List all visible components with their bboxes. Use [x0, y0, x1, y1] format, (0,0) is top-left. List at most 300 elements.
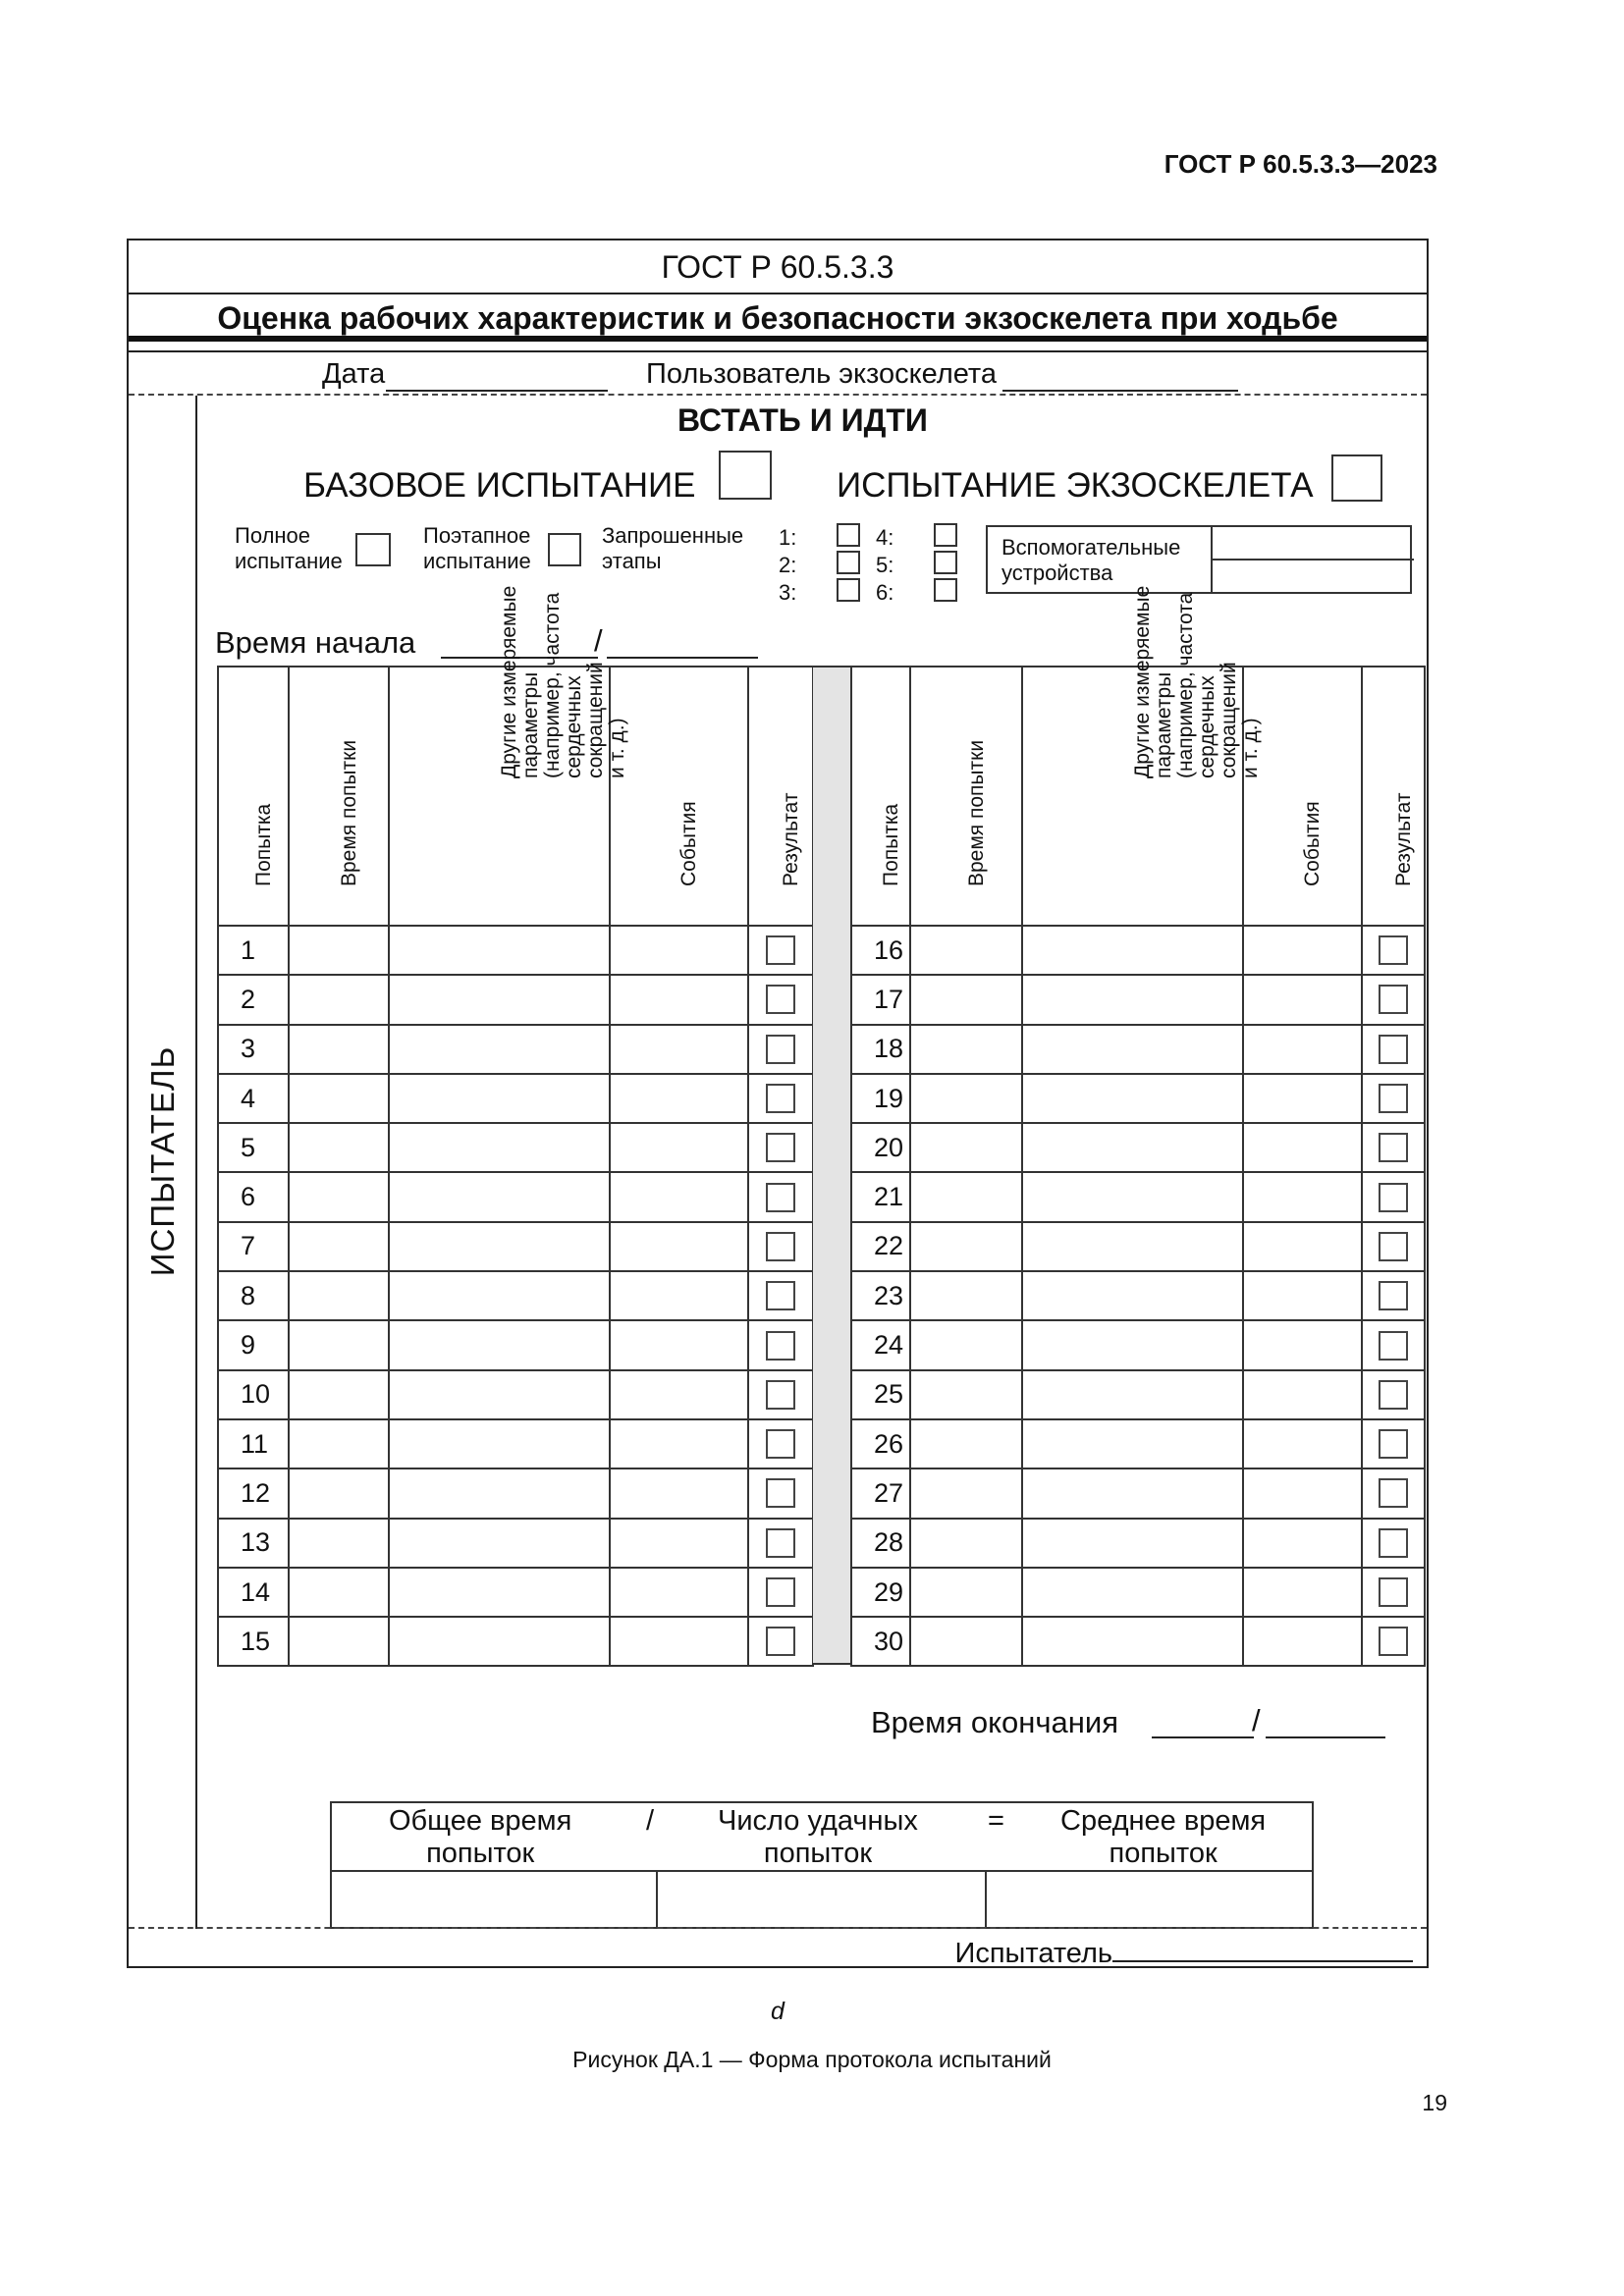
user-label: Пользователь экзоскелета — [646, 358, 998, 390]
result-cell — [1362, 1074, 1425, 1123]
attempt-time-cell[interactable] — [910, 975, 1022, 1024]
col-attempt-time: Время попытки — [337, 739, 360, 886]
exo-test-checkbox[interactable] — [1331, 454, 1382, 502]
figure-caption: Рисунок ДА.1 — Форма протокола испытаний — [572, 2047, 1052, 2072]
events-cell[interactable] — [610, 1172, 748, 1221]
result-checkbox[interactable] — [766, 1331, 795, 1361]
attempt-time-cell[interactable] — [910, 1320, 1022, 1369]
stage-1-label: 1: — [779, 525, 797, 550]
table-row — [218, 1074, 813, 1123]
other-params-cell[interactable] — [389, 975, 610, 1024]
col-events: События — [1301, 801, 1325, 886]
attempt-time-cell[interactable] — [289, 1172, 389, 1221]
table-row — [851, 1172, 1425, 1221]
other-params-cell[interactable] — [389, 1320, 610, 1369]
events-cell[interactable] — [610, 1271, 748, 1320]
events-cell[interactable] — [610, 1519, 748, 1568]
result-cell — [748, 1468, 813, 1518]
other-params-cell[interactable] — [1022, 1074, 1243, 1123]
caption-letter: d — [771, 1998, 785, 2025]
attempt-time-cell[interactable] — [289, 1519, 389, 1568]
result-checkbox[interactable] — [766, 1380, 795, 1410]
other-params-cell[interactable] — [1022, 1370, 1243, 1419]
stage-4-label: 4: — [876, 525, 894, 550]
summary-divide: / — [646, 1805, 655, 1837]
other-params-cell[interactable] — [389, 1222, 610, 1271]
attempt-time-cell[interactable] — [910, 1025, 1022, 1074]
attempt-number: 13 — [218, 1519, 289, 1568]
result-checkbox[interactable] — [766, 1183, 795, 1212]
attempt-number: 26 — [851, 1419, 910, 1468]
date-label: Дата — [322, 358, 386, 390]
attempt-number: 1 — [218, 926, 289, 975]
result-cell — [748, 975, 813, 1024]
events-cell[interactable] — [610, 1074, 748, 1123]
start-time-label: Время начала — [215, 625, 416, 660]
col-other-line-4: сердечных — [1196, 675, 1219, 778]
table-header-row — [851, 667, 1425, 926]
attempt-number: 16 — [851, 926, 910, 975]
stage-5-label: 5: — [876, 553, 894, 577]
other-params-cell[interactable] — [1022, 1123, 1243, 1172]
other-params-cell[interactable] — [1022, 1419, 1243, 1468]
attempt-time-cell[interactable] — [910, 1222, 1022, 1271]
other-params-cell[interactable] — [389, 1123, 610, 1172]
result-checkbox[interactable] — [1379, 1331, 1408, 1361]
result-checkbox[interactable] — [1379, 1478, 1408, 1508]
summary-total-field[interactable] — [331, 1871, 657, 1928]
summary-table — [330, 1801, 1314, 1929]
attempt-time-cell[interactable] — [910, 1370, 1022, 1419]
attempt-time-cell[interactable] — [910, 1172, 1022, 1221]
result-checkbox[interactable] — [1379, 1133, 1408, 1162]
aux-devices-line-1: Вспомогательные — [1001, 535, 1181, 560]
events-cell[interactable] — [1243, 926, 1363, 975]
events-cell[interactable] — [610, 1025, 748, 1074]
result-checkbox[interactable] — [1379, 1232, 1408, 1261]
result-checkbox[interactable] — [766, 1627, 795, 1656]
table-row — [851, 1271, 1425, 1320]
page-header: ГОСТ Р 60.5.3.3—2023 — [1164, 149, 1437, 179]
col-other-line-2: параметры — [519, 671, 543, 778]
events-cell[interactable] — [1243, 1074, 1363, 1123]
full-test-label — [235, 523, 343, 574]
result-checkbox[interactable] — [1379, 1084, 1408, 1113]
stage-5-checkbox[interactable] — [934, 551, 957, 574]
events-cell[interactable] — [1243, 1568, 1363, 1617]
result-checkbox[interactable] — [1379, 1429, 1408, 1459]
tester-label: Испытатель — [954, 1938, 1112, 1969]
table-row — [218, 1519, 813, 1568]
attempt-number: 19 — [851, 1074, 910, 1123]
col-other-line-6: и т. д.) — [606, 718, 629, 778]
other-params-cell[interactable] — [1022, 975, 1243, 1024]
full-test-checkbox[interactable] — [355, 533, 391, 566]
result-checkbox[interactable] — [1379, 1577, 1408, 1607]
table-row — [218, 1617, 813, 1666]
requested-stages-label — [602, 523, 743, 574]
table-header-row — [218, 667, 813, 926]
tester-field[interactable] — [1112, 1935, 1413, 1962]
other-params-cell[interactable] — [1022, 1320, 1243, 1369]
table-row — [851, 1320, 1425, 1369]
other-params-cell[interactable] — [389, 1271, 610, 1320]
events-cell[interactable] — [610, 1419, 748, 1468]
table-row — [218, 975, 813, 1024]
col-other-line-3: (например, частота — [541, 592, 565, 778]
attempt-number: 25 — [851, 1370, 910, 1419]
result-checkbox[interactable] — [1379, 1380, 1408, 1410]
result-cell — [748, 1123, 813, 1172]
other-params-cell[interactable] — [1022, 926, 1243, 975]
result-cell — [1362, 1568, 1425, 1617]
base-test-checkbox[interactable] — [719, 451, 772, 500]
user-field[interactable] — [1002, 360, 1238, 392]
events-cell[interactable] — [1243, 1468, 1363, 1518]
table-row — [218, 1172, 813, 1221]
summary-total — [389, 1805, 571, 1870]
col-other-line-1: Другие измеряемые — [1131, 585, 1155, 778]
result-checkbox[interactable] — [766, 1281, 795, 1310]
attempt-time-cell[interactable] — [289, 1074, 389, 1123]
staged-test-line-1: Поэтапное — [423, 523, 531, 548]
attempt-time-cell[interactable] — [910, 1519, 1022, 1568]
attempt-number: 21 — [851, 1172, 910, 1221]
result-cell — [748, 1419, 813, 1468]
result-checkbox[interactable] — [766, 1035, 795, 1064]
result-cell — [748, 1519, 813, 1568]
table-row — [851, 1222, 1425, 1271]
events-cell[interactable] — [1243, 1370, 1363, 1419]
attempt-number: 5 — [218, 1123, 289, 1172]
start-time-separator: / — [594, 623, 603, 658]
table-row — [851, 1468, 1425, 1518]
attempt-time-cell[interactable] — [289, 1568, 389, 1617]
other-params-cell[interactable] — [1022, 1617, 1243, 1666]
result-cell — [748, 926, 813, 975]
events-cell[interactable] — [610, 1370, 748, 1419]
table-row — [218, 1568, 813, 1617]
attempt-number: 12 — [218, 1468, 289, 1518]
summary-average-field[interactable] — [986, 1871, 1313, 1928]
stage-6-label: 6: — [876, 580, 894, 605]
attempt-time-cell[interactable] — [289, 1025, 389, 1074]
other-params-cell[interactable] — [1022, 1222, 1243, 1271]
form-title: Оценка рабочих характеристик и безопасности экзоскелета при ходьбе — [129, 294, 1427, 342]
side-label: ИСПЫТАТЕЛЬ — [144, 1045, 181, 1277]
end-time-field-2[interactable] — [1266, 1707, 1385, 1738]
result-checkbox[interactable] — [1379, 1627, 1408, 1656]
col-events: События — [677, 801, 701, 886]
stage-3-checkbox[interactable] — [837, 578, 860, 602]
other-params-cell[interactable] — [389, 1074, 610, 1123]
attempt-number: 23 — [851, 1271, 910, 1320]
events-cell[interactable] — [1243, 1271, 1363, 1320]
attempt-number: 17 — [851, 975, 910, 1024]
aux-devices-label — [1001, 535, 1180, 586]
attempt-time-cell[interactable] — [289, 926, 389, 975]
attempt-time-cell[interactable] — [289, 1320, 389, 1369]
result-checkbox[interactable] — [1379, 1281, 1408, 1310]
attempt-time-cell[interactable] — [289, 1370, 389, 1419]
col-other-line-2: параметры — [1153, 671, 1176, 778]
attempt-number: 11 — [218, 1419, 289, 1468]
table-row — [218, 1370, 813, 1419]
page-number: 19 — [1422, 2090, 1447, 2115]
requested-line-2: этапы — [602, 549, 662, 573]
events-cell[interactable] — [1243, 1519, 1363, 1568]
attempt-time-cell[interactable] — [910, 1568, 1022, 1617]
events-cell[interactable] — [1243, 1025, 1363, 1074]
base-test-label: БАЗОВОЕ ИСПЫТАНИЕ — [303, 466, 696, 505]
full-test-line-2: испытание — [235, 549, 343, 573]
result-cell — [1362, 926, 1425, 975]
attempt-number: 10 — [218, 1370, 289, 1419]
col-attempt: Попытка — [251, 803, 275, 886]
result-cell — [748, 1172, 813, 1221]
aux-devices-line-2: устройства — [1001, 561, 1113, 585]
events-cell[interactable] — [610, 926, 748, 975]
events-cell[interactable] — [1243, 1617, 1363, 1666]
attempt-number: 20 — [851, 1123, 910, 1172]
result-cell — [1362, 1519, 1425, 1568]
attempt-time-cell[interactable] — [289, 1468, 389, 1518]
attempt-time-cell[interactable] — [910, 1419, 1022, 1468]
result-cell — [1362, 1222, 1425, 1271]
events-cell[interactable] — [610, 1222, 748, 1271]
end-time-field-1[interactable] — [1152, 1707, 1254, 1738]
other-params-cell[interactable] — [389, 1468, 610, 1518]
table-row — [218, 1468, 813, 1518]
col-attempt: Попытка — [879, 803, 902, 886]
result-cell — [1362, 1172, 1425, 1221]
attempt-time-cell[interactable] — [289, 1617, 389, 1666]
table-row — [218, 926, 813, 975]
end-time-separator: / — [1252, 1703, 1261, 1737]
result-cell — [1362, 1320, 1425, 1369]
attempt-number: 28 — [851, 1519, 910, 1568]
other-params-cell[interactable] — [1022, 1271, 1243, 1320]
stage-2-checkbox[interactable] — [837, 551, 860, 574]
summary-header — [331, 1802, 1313, 1871]
col-other-params — [499, 586, 628, 778]
events-cell[interactable] — [1243, 1123, 1363, 1172]
col-result: Результат — [780, 792, 803, 886]
attempt-time-cell[interactable] — [289, 1271, 389, 1320]
table-row — [218, 1320, 813, 1369]
staged-test-line-2: испытание — [423, 549, 531, 573]
col-attempt-time: Время попытки — [964, 739, 988, 886]
attempt-time-cell[interactable] — [289, 975, 389, 1024]
table-row — [851, 1617, 1425, 1666]
attempt-number: 22 — [851, 1222, 910, 1271]
events-cell[interactable] — [1243, 1320, 1363, 1369]
other-params-cell[interactable] — [389, 1025, 610, 1074]
col-other-line-3: (например, частота — [1174, 592, 1198, 778]
requested-line-1: Запрошенные — [602, 523, 744, 548]
result-checkbox[interactable] — [766, 1232, 795, 1261]
attempt-time-cell[interactable] — [910, 1468, 1022, 1518]
summary-success-field[interactable] — [657, 1871, 985, 1928]
table-row — [851, 1519, 1425, 1568]
date-field[interactable] — [386, 360, 608, 392]
stage-3-label: 3: — [779, 580, 797, 605]
other-params-cell[interactable] — [389, 1519, 610, 1568]
table-row — [851, 1123, 1425, 1172]
summary-total-line-1: Общее время — [389, 1805, 572, 1837]
result-checkbox[interactable] — [766, 935, 795, 965]
other-params-cell[interactable] — [389, 1370, 610, 1419]
result-checkbox[interactable] — [766, 1133, 795, 1162]
table-row — [218, 1419, 813, 1468]
attempt-time-cell[interactable] — [910, 926, 1022, 975]
summary-average-line-2: попыток — [1109, 1838, 1218, 1869]
other-params-cell[interactable] — [1022, 1025, 1243, 1074]
result-cell — [748, 1370, 813, 1419]
standard-number: ГОСТ Р 60.5.3.3 — [129, 240, 1427, 294]
summary-success-line-1: Число удачных — [718, 1805, 918, 1837]
other-params-cell[interactable] — [1022, 1568, 1243, 1617]
col-other-params — [1132, 586, 1262, 778]
summary-success-line-2: попыток — [763, 1838, 873, 1869]
events-cell[interactable] — [610, 1123, 748, 1172]
attempt-number: 3 — [218, 1025, 289, 1074]
attempt-time-cell[interactable] — [910, 1123, 1022, 1172]
table-row — [218, 1025, 813, 1074]
result-cell — [1362, 1370, 1425, 1419]
result-cell — [1362, 1123, 1425, 1172]
result-cell — [748, 1222, 813, 1271]
attempt-number: 30 — [851, 1617, 910, 1666]
summary-success — [718, 1805, 918, 1870]
result-checkbox[interactable] — [766, 1528, 795, 1558]
other-params-cell[interactable] — [389, 1617, 610, 1666]
staged-test-label — [423, 523, 531, 574]
table-row — [851, 1419, 1425, 1468]
result-checkbox[interactable] — [1379, 1035, 1408, 1064]
result-checkbox[interactable] — [766, 1429, 795, 1459]
staged-test-checkbox[interactable] — [548, 533, 581, 566]
table-row — [851, 1370, 1425, 1419]
attempt-number: 6 — [218, 1172, 289, 1221]
result-checkbox[interactable] — [766, 985, 795, 1014]
result-checkbox[interactable] — [1379, 935, 1408, 965]
result-cell — [748, 1074, 813, 1123]
col-other-line-4: сердечных — [563, 675, 586, 778]
aux-devices-field-1[interactable] — [1213, 527, 1414, 561]
attempt-time-cell[interactable] — [289, 1123, 389, 1172]
stage-6-checkbox[interactable] — [934, 578, 957, 602]
events-cell[interactable] — [610, 1320, 748, 1369]
events-cell[interactable] — [610, 1617, 748, 1666]
result-checkbox[interactable] — [1379, 985, 1408, 1014]
other-params-cell[interactable] — [1022, 1172, 1243, 1221]
col-other-line-5: сокращений — [584, 662, 608, 778]
start-time-field-2[interactable] — [607, 627, 758, 659]
attempt-number: 4 — [218, 1074, 289, 1123]
other-params-cell[interactable] — [1022, 1519, 1243, 1568]
aux-devices-fields — [1211, 527, 1414, 592]
end-time-label: Время окончания — [871, 1705, 1118, 1739]
attempt-time-cell[interactable] — [910, 1271, 1022, 1320]
protocol-form — [127, 239, 1429, 1968]
table-row — [218, 1271, 813, 1320]
attempt-time-cell[interactable] — [289, 1222, 389, 1271]
attempt-time-cell[interactable] — [910, 1617, 1022, 1666]
stage-4-checkbox[interactable] — [934, 523, 957, 547]
attempt-number: 27 — [851, 1468, 910, 1518]
attempt-number: 24 — [851, 1320, 910, 1369]
summary-total-line-2: попыток — [426, 1838, 535, 1869]
events-cell[interactable] — [1243, 1419, 1363, 1468]
events-cell[interactable] — [610, 975, 748, 1024]
result-checkbox[interactable] — [766, 1577, 795, 1607]
tester-signature — [955, 1935, 1414, 1970]
result-cell — [1362, 1617, 1425, 1666]
result-cell — [748, 1568, 813, 1617]
full-test-line-1: Полное — [235, 523, 311, 548]
attempt-number: 15 — [218, 1617, 289, 1666]
other-params-cell[interactable] — [389, 1172, 610, 1221]
section-title: ВСТАТЬ И ИДТИ — [677, 402, 928, 438]
table-row — [851, 1025, 1425, 1074]
col-other-line-1: Другие измеряемые — [498, 585, 521, 778]
other-params-cell[interactable] — [389, 1419, 610, 1468]
table-row — [851, 926, 1425, 975]
attempt-number: 7 — [218, 1222, 289, 1271]
side-column — [129, 396, 197, 1929]
attempt-time-cell[interactable] — [910, 1074, 1022, 1123]
exo-test-label: ИСПЫТАНИЕ ЭКЗОСКЕЛЕТА — [837, 466, 1314, 505]
result-cell — [1362, 1271, 1425, 1320]
result-checkbox[interactable] — [766, 1084, 795, 1113]
events-cell[interactable] — [610, 1468, 748, 1518]
attempt-number: 2 — [218, 975, 289, 1024]
result-cell — [1362, 975, 1425, 1024]
result-cell — [1362, 1025, 1425, 1074]
result-cell — [748, 1320, 813, 1369]
events-cell[interactable] — [1243, 1222, 1363, 1271]
result-cell — [748, 1025, 813, 1074]
attempt-time-cell[interactable] — [289, 1419, 389, 1468]
stage-1-checkbox[interactable] — [837, 523, 860, 547]
result-cell — [748, 1617, 813, 1666]
table-divider — [813, 666, 852, 1665]
events-cell[interactable] — [1243, 975, 1363, 1024]
summary-equals: = — [988, 1805, 1004, 1837]
other-params-cell[interactable] — [1022, 1468, 1243, 1518]
attempt-number: 9 — [218, 1320, 289, 1369]
result-checkbox[interactable] — [1379, 1183, 1408, 1212]
events-cell[interactable] — [610, 1568, 748, 1617]
other-params-cell[interactable] — [389, 926, 610, 975]
result-checkbox[interactable] — [1379, 1528, 1408, 1558]
table-row — [218, 1123, 813, 1172]
aux-devices-box — [986, 525, 1412, 594]
result-checkbox[interactable] — [766, 1478, 795, 1508]
events-cell[interactable] — [1243, 1172, 1363, 1221]
attempt-number: 14 — [218, 1568, 289, 1617]
date-user-row — [129, 350, 1427, 396]
attempt-number: 18 — [851, 1025, 910, 1074]
summary-average — [1060, 1805, 1266, 1870]
table-row — [218, 1222, 813, 1271]
result-cell — [748, 1271, 813, 1320]
table-row — [851, 975, 1425, 1024]
summary-average-line-1: Среднее время — [1060, 1805, 1267, 1837]
other-params-cell[interactable] — [389, 1568, 610, 1617]
table-row — [851, 1074, 1425, 1123]
